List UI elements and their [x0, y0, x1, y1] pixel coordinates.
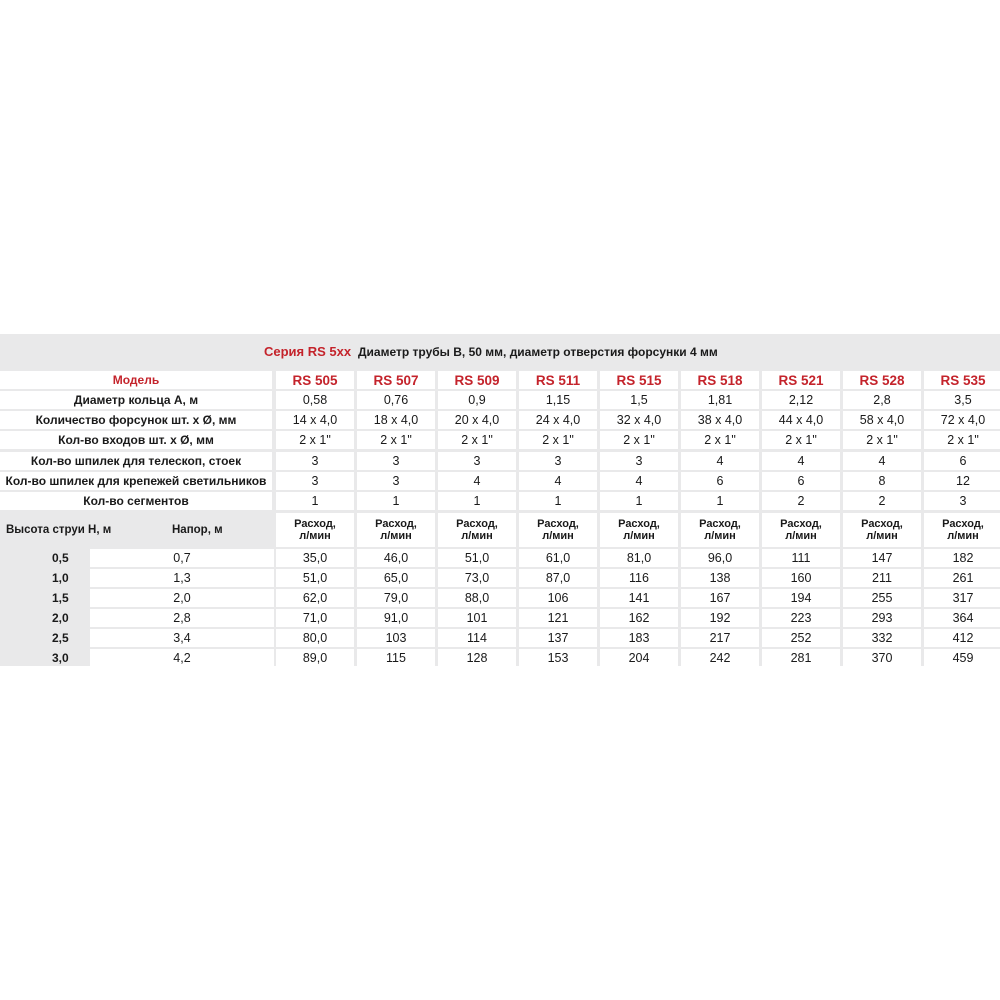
model-label: Модель	[0, 371, 272, 389]
spec-value: 2,12	[762, 391, 840, 409]
flow-value: 88,0	[438, 589, 516, 607]
spec-value: 1	[357, 492, 435, 510]
spec-value: 3	[357, 472, 435, 490]
spec-value: 1,15	[519, 391, 597, 409]
spec-value: 3	[438, 452, 516, 470]
flow-value: 89,0	[276, 649, 354, 667]
spec-value: 1	[681, 492, 759, 510]
pressure-value: 4,2	[90, 649, 274, 667]
spec-value: 4	[519, 472, 597, 490]
flow-value: 80,0	[276, 629, 354, 647]
flow-value: 138	[681, 569, 759, 587]
spec-value: 6	[681, 472, 759, 490]
model-name: RS 521	[762, 371, 840, 389]
flow-unit-header	[681, 513, 759, 547]
flow-row	[0, 629, 1000, 647]
spec-value: 8	[843, 472, 921, 490]
flow-value: 317	[924, 589, 1000, 607]
flow-value: 111	[762, 549, 840, 567]
flow-value: 114	[438, 629, 516, 647]
flow-value: 81,0	[600, 549, 678, 567]
flow-unit-header	[843, 513, 921, 547]
spec-value: 3,5	[924, 391, 1000, 409]
spec-value: 1,5	[600, 391, 678, 409]
spec-row	[0, 452, 1000, 470]
flow-value: 242	[681, 649, 759, 667]
spec-row	[0, 411, 1000, 429]
spec-value: 1	[438, 492, 516, 510]
flow-unit-label: Расход, л/мин	[699, 518, 741, 542]
spec-value: 2 x 1"	[924, 431, 1000, 449]
flow-unit-header	[276, 513, 354, 547]
flow-value: 194	[762, 589, 840, 607]
flow-value: 183	[600, 629, 678, 647]
spec-label: Кол-во шпилек для крепежей светильников	[0, 472, 272, 490]
flow-unit-label: Расход, л/мин	[456, 518, 498, 542]
height-value: 3,0	[52, 651, 69, 665]
spec-value: 4	[843, 452, 921, 470]
flow-row	[0, 589, 1000, 607]
flow-unit-label: Расход, л/мин	[294, 518, 336, 542]
flow-value: 46,0	[357, 549, 435, 567]
spec-value: 6	[762, 472, 840, 490]
height-value: 0,5	[52, 551, 69, 565]
flow-value: 91,0	[357, 609, 435, 627]
spec-row	[0, 431, 1000, 449]
spec-value: 0,9	[438, 391, 516, 409]
spec-value: 3	[276, 452, 354, 470]
flow-value: 459	[924, 649, 1000, 667]
spec-row	[0, 472, 1000, 490]
flow-unit-header	[438, 513, 516, 547]
spec-label: Кол-во сегментов	[0, 492, 272, 510]
spec-value: 3	[357, 452, 435, 470]
spec-value: 2 x 1"	[843, 431, 921, 449]
flow-unit-label: Расход, л/мин	[942, 518, 984, 542]
flow-value: 332	[843, 629, 921, 647]
flow-value: 192	[681, 609, 759, 627]
spec-value: 2 x 1"	[276, 431, 354, 449]
flow-value: 51,0	[276, 569, 354, 587]
model-name: RS 528	[843, 371, 921, 389]
spec-value: 4	[438, 472, 516, 490]
model-name: RS 511	[519, 371, 597, 389]
flow-value: 147	[843, 549, 921, 567]
spec-value: 3	[519, 452, 597, 470]
spec-value: 0,76	[357, 391, 435, 409]
flow-unit-label: Расход, л/мин	[375, 518, 417, 542]
flow-value: 71,0	[276, 609, 354, 627]
height-value: 2,0	[52, 611, 69, 625]
flow-value: 364	[924, 609, 1000, 627]
flow-unit-header	[600, 513, 678, 547]
height-value: 2,5	[52, 631, 69, 645]
flow-value: 167	[681, 589, 759, 607]
flow-value: 62,0	[276, 589, 354, 607]
flow-value: 115	[357, 649, 435, 667]
flow-row	[0, 609, 1000, 627]
flow-value: 281	[762, 649, 840, 667]
spec-value: 4	[681, 452, 759, 470]
flow-value: 204	[600, 649, 678, 667]
series-description: Диаметр трубы B, 50 мм, диаметр отверстия форсунки 4 мм	[358, 345, 718, 359]
flow-value: 182	[924, 549, 1000, 567]
spec-value: 1	[276, 492, 354, 510]
flow-value: 106	[519, 589, 597, 607]
spec-value: 2,8	[843, 391, 921, 409]
flow-value: 162	[600, 609, 678, 627]
spec-value: 14 x 4,0	[276, 411, 354, 429]
model-header-row	[0, 371, 1000, 389]
flow-value: 87,0	[519, 569, 597, 587]
spec-value: 3	[924, 492, 1000, 510]
spec-value: 6	[924, 452, 1000, 470]
flow-row	[0, 549, 1000, 567]
flow-value: 128	[438, 649, 516, 667]
spec-value: 2	[762, 492, 840, 510]
spec-value: 2 x 1"	[681, 431, 759, 449]
spec-value: 1,81	[681, 391, 759, 409]
flow-value: 160	[762, 569, 840, 587]
spec-value: 20 x 4,0	[438, 411, 516, 429]
spec-row	[0, 391, 1000, 409]
series-title: Серия RS 5xx	[264, 344, 352, 359]
flow-unit-label: Расход, л/мин	[780, 518, 822, 542]
flow-value: 35,0	[276, 549, 354, 567]
model-name: RS 535	[924, 371, 1000, 389]
spec-value: 4	[762, 452, 840, 470]
flow-value: 223	[762, 609, 840, 627]
flow-value: 141	[600, 589, 678, 607]
spec-value: 12	[924, 472, 1000, 490]
spec-value: 0,58	[276, 391, 354, 409]
model-name: RS 518	[681, 371, 759, 389]
spec-value: 2	[843, 492, 921, 510]
spec-value: 24 x 4,0	[519, 411, 597, 429]
flow-value: 96,0	[681, 549, 759, 567]
spec-label: Количество форсунок шт. х Ø, мм	[0, 411, 272, 429]
spec-value: 2 x 1"	[600, 431, 678, 449]
flow-row	[0, 649, 1000, 667]
flow-header-row	[0, 513, 1000, 547]
pressure-value: 2,8	[90, 609, 274, 627]
model-name: RS 505	[276, 371, 354, 389]
spec-row	[0, 492, 1000, 510]
pressure-value: 2,0	[90, 589, 274, 607]
model-name: RS 515	[600, 371, 678, 389]
flow-unit-header	[357, 513, 435, 547]
spec-value: 1	[600, 492, 678, 510]
flow-value: 217	[681, 629, 759, 647]
spec-value: 44 x 4,0	[762, 411, 840, 429]
pressure-value: 1,3	[90, 569, 274, 587]
flow-row	[0, 569, 1000, 587]
flow-value: 255	[843, 589, 921, 607]
flow-value: 153	[519, 649, 597, 667]
height-header: Высота струи H, м	[6, 524, 112, 536]
flow-value: 73,0	[438, 569, 516, 587]
flow-value: 211	[843, 569, 921, 587]
flow-value: 252	[762, 629, 840, 647]
flow-value: 116	[600, 569, 678, 587]
flow-value: 103	[357, 629, 435, 647]
flow-value: 293	[843, 609, 921, 627]
flow-value: 101	[438, 609, 516, 627]
flow-value: 370	[843, 649, 921, 667]
pressure-value: 0,7	[90, 549, 274, 567]
spec-value: 2 x 1"	[762, 431, 840, 449]
flow-value: 261	[924, 569, 1000, 587]
spec-value: 2 x 1"	[357, 431, 435, 449]
flow-unit-header	[762, 513, 840, 547]
flow-unit-header	[924, 513, 1000, 547]
model-name: RS 509	[438, 371, 516, 389]
model-name: RS 507	[357, 371, 435, 389]
flow-value: 137	[519, 629, 597, 647]
spec-value: 38 x 4,0	[681, 411, 759, 429]
flow-value: 51,0	[438, 549, 516, 567]
flow-unit-label: Расход, л/мин	[861, 518, 903, 542]
pressure-value: 3,4	[90, 629, 274, 647]
flow-unit-label: Расход, л/мин	[537, 518, 579, 542]
flow-value: 61,0	[519, 549, 597, 567]
flow-unit-header	[519, 513, 597, 547]
spec-value: 58 x 4,0	[843, 411, 921, 429]
flow-value: 79,0	[357, 589, 435, 607]
height-value: 1,0	[52, 571, 69, 585]
spec-value: 3	[276, 472, 354, 490]
flow-unit-label: Расход, л/мин	[618, 518, 660, 542]
table-title	[0, 341, 1000, 363]
spec-value: 2 x 1"	[519, 431, 597, 449]
spec-label: Кол-во входов шт. х Ø, мм	[0, 431, 272, 449]
spec-value: 32 x 4,0	[600, 411, 678, 429]
spec-value: 18 x 4,0	[357, 411, 435, 429]
flow-value: 65,0	[357, 569, 435, 587]
pressure-header: Напор, м	[172, 524, 223, 536]
spec-value: 4	[600, 472, 678, 490]
spec-value: 2 x 1"	[438, 431, 516, 449]
spec-label: Кол-во шпилек для телескоп, стоек	[0, 452, 272, 470]
flow-value: 412	[924, 629, 1000, 647]
spec-value: 72 x 4,0	[924, 411, 1000, 429]
flow-value: 121	[519, 609, 597, 627]
spec-label: Диаметр кольца A, м	[0, 391, 272, 409]
spec-value: 1	[519, 492, 597, 510]
spec-value: 3	[600, 452, 678, 470]
height-value: 1,5	[52, 591, 69, 605]
